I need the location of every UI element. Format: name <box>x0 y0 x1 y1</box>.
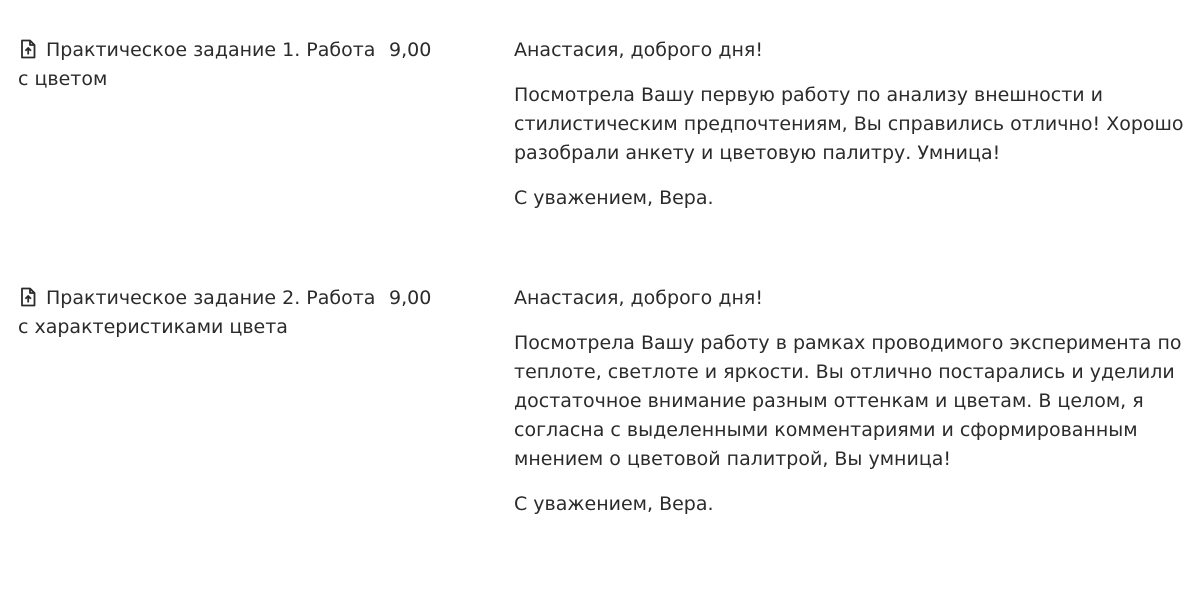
feedback-body: Посмотрела Вашу первую работу по анализу внешности и стилистическим предпочтениям, Вы справились отлично! Хорошо разобрали анкету и цветовую палитру. Умница! <box>514 84 1184 164</box>
grade-item-cell <box>18 36 378 94</box>
feedback-signature: С уважением, Вера. <box>514 187 714 209</box>
grade-item-cell <box>18 284 378 342</box>
feedback-cell <box>514 284 1184 519</box>
feedback-greeting: Анастасия, доброго дня! <box>514 39 763 61</box>
feedback-body: Посмотрела Вашу работу в рамках проводимого эксперимента по теплоте, светлоте и яркости. Вы отлично постарались и уделили достаточное внимание разным оттенкам и цветам. В целом, я согласна с выделенными комментариями и сформированным мнением о цветовой палитрой, Вы умница! <box>514 332 1182 470</box>
grade-item-link[interactable] <box>18 287 375 338</box>
grade-value: 9,00 <box>389 287 432 309</box>
grade-item-name: Практическое задание 2. Работа с характеристиками цвета <box>18 287 376 338</box>
feedback-greeting: Анастасия, доброго дня! <box>514 287 763 309</box>
file-upload-icon <box>18 39 40 59</box>
grade-item-link[interactable] <box>18 39 375 90</box>
grade-value: 9,00 <box>389 39 432 61</box>
feedback-signature: С уважением, Вера. <box>514 493 714 515</box>
feedback-cell <box>514 36 1184 213</box>
grade-item-name: Практическое задание 1. Работа с цветом <box>18 39 376 90</box>
file-upload-icon <box>18 287 40 307</box>
